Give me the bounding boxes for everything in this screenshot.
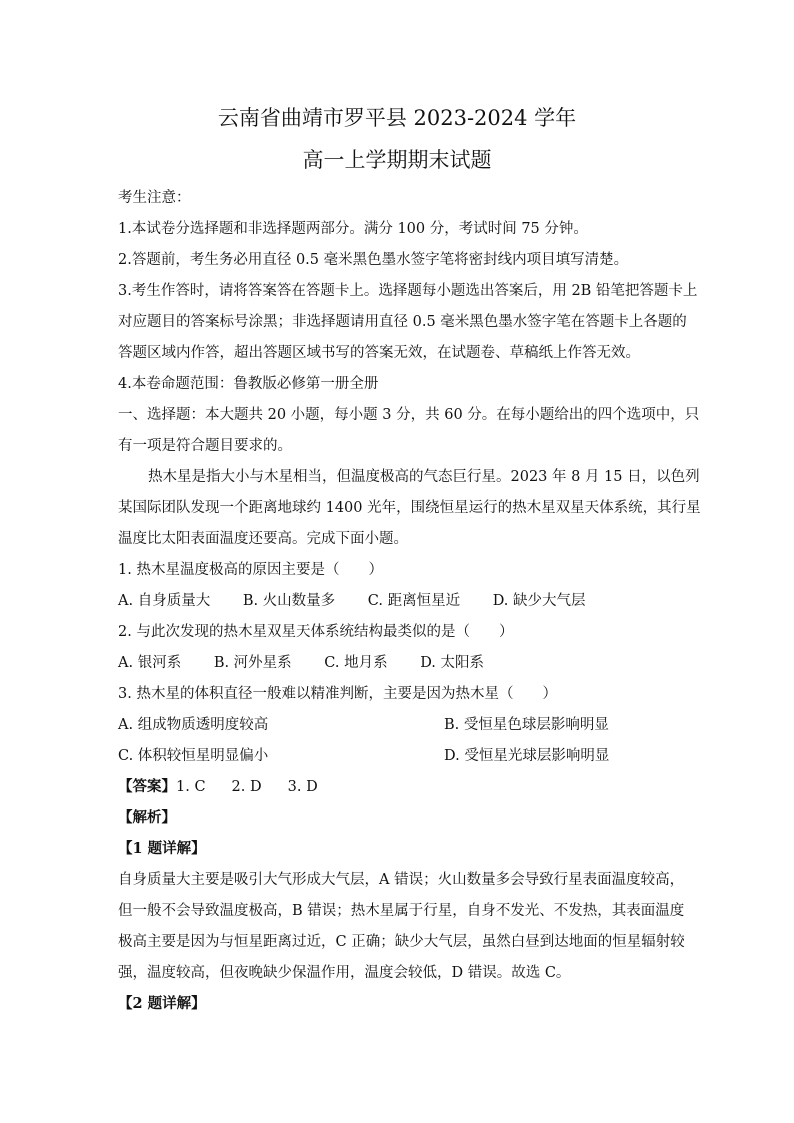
answer-3: 3. D: [287, 779, 318, 795]
notice-3-cont-1: 对应题目的答案标号涂黑；非选择题请用直径 0.5 毫米黑色墨水签字笔在答题卡上各题的: [118, 314, 687, 330]
passage-line-1: 热木星是指大小与木星相当，但温度极高的气态巨行星。2023 年 8 月 15 日，以色列: [148, 469, 700, 485]
q1-option-b: B. 火山数量多: [242, 593, 336, 609]
q2-option-a: A. 银河系: [118, 655, 182, 671]
notice-header: 考生注意：: [118, 190, 191, 206]
analysis-label: 【解析】: [118, 809, 176, 826]
detail-1-line-4: 强，温度较高，但夜晚缺少保温作用，温度会较低，D 错误。故选 C。: [118, 965, 571, 981]
q1-stem: 1. 热木星温度极高的原因主要是（ ）: [118, 562, 383, 578]
detail-2-label: 【2 题详解】: [118, 995, 206, 1012]
answer-label: 【答案】: [118, 778, 176, 795]
detail-1-label: 【1 题详解】: [118, 840, 206, 857]
notice-1: 1.本试卷分选择题和非选择题两部分。满分 100 分，考试时间 75 分钟。: [118, 221, 588, 237]
q2-option-c: C. 地月系: [324, 655, 388, 671]
answer-1: 1. C: [176, 779, 206, 795]
answer-2: 2. D: [231, 779, 262, 795]
title-line-2: 高一上学期期末试题: [302, 148, 492, 172]
detail-1-line-1: 自身质量大主要是吸引大气形成大气层，A 错误；火山数量多会导致行星表面温度较高，: [118, 872, 685, 888]
q1-option-d: D. 缺少大气层: [492, 593, 586, 609]
notice-4: 4.本卷命题范围：鲁教版必修第一册全册: [118, 376, 379, 392]
q3-option-a: A. 组成物质透明度较高: [118, 717, 269, 733]
title-line-1: 云南省曲靖市罗平县 2023-2024 学年: [217, 106, 577, 130]
notice-3: 3.考生作答时，请将答案答在答题卡上。选择题每小题选出答案后，用 2B 铅笔把答题卡上: [118, 283, 698, 299]
q3-option-d-cell: [444, 746, 684, 766]
q2-stem: 2. 与此次发现的热木星双星天体系统结构最类似的是（ ）: [118, 624, 514, 640]
q3-option-b-cell: [444, 715, 684, 735]
detail-1-line-2: 但一般不会导致温度极高，B 错误；热木星属于行星，自身不发光、不发热，其表面温度: [118, 903, 685, 919]
notice-3-cont-2: 答题区域内作答，超出答题区域书写的答案无效，在试题卷、草稿纸上作答无效。: [118, 345, 640, 361]
section-intro-2: 有一项是符合题目要求的。: [118, 438, 292, 454]
section-intro-1: 一、选择题：本大题共 20 小题，每小题 3 分，共 60 分。在每小题给出的四个选项中，只: [118, 407, 700, 423]
q3-option-b: B. 受恒星色球层影响明显: [444, 717, 609, 733]
q1-options: [118, 591, 678, 611]
detail-1-line-3: 极高主要是因为与恒星距离过近，C 正确；缺少大气层，虽然白昼到达地面的恒星辐射较: [118, 934, 685, 950]
q1-option-a: A. 自身质量大: [118, 593, 211, 609]
q3-option-d: D. 受恒星光球层影响明显: [444, 748, 610, 764]
q2-option-d: D. 太阳系: [420, 655, 485, 671]
q1-option-c: C. 距离恒星近: [367, 593, 461, 609]
q3-stem: 3. 热木星的体积直径一般难以精准判断，主要是因为热木星（ ）: [118, 686, 557, 702]
answer-line: [118, 777, 678, 797]
q3-option-c: C. 体积较恒星明显偏小: [118, 748, 269, 764]
notice-2: 2.答题前，考生务必用直径 0.5 毫米黑色墨水签字笔将密封线内项目填写清楚。: [118, 252, 629, 268]
q2-option-b: B. 河外星系: [213, 655, 292, 671]
passage-line-3: 温度比太阳表面温度还要高。完成下面小题。: [118, 531, 408, 547]
q2-options: [118, 653, 678, 673]
passage-line-2: 某国际团队发现一个距离地球约 1400 光年，围绕恒星运行的热木星双星天体系统，其行星: [118, 500, 701, 516]
